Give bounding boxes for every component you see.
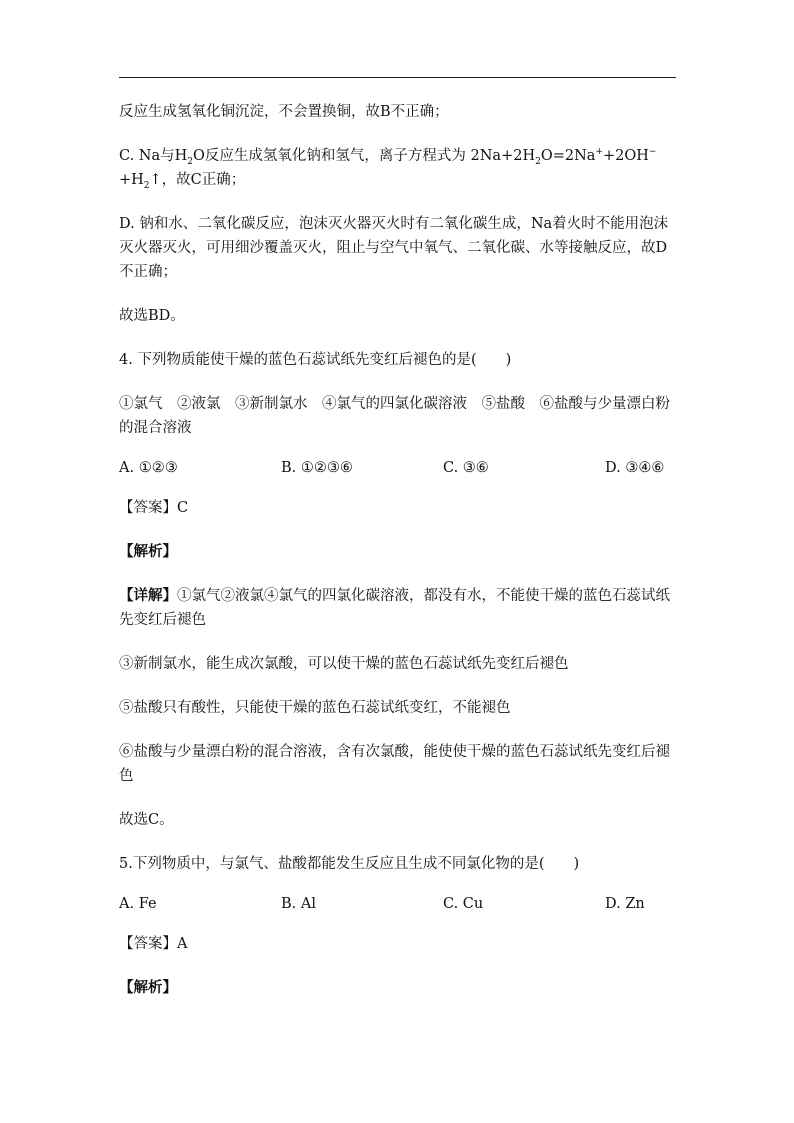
question-4-choice-c: C. ③⑥ (443, 460, 489, 476)
question-5-stem: 5.下列物质中，与氯气、盐酸都能发生反应且生成不同氯化物的是( ) (119, 856, 580, 872)
paragraph-option-d: D. 钠和水、二氧化碳反应，泡沫灭火器灭火时有二氧化碳生成，Na着火时不能用泡沫灭火器灭火，可用细沙覆盖灭火，阻止与空气中氧气、二氧化碳、水等接触反应，故D不正确； (119, 216, 669, 280)
question-5-choice-c: C. Cu (443, 896, 484, 912)
header-rule (119, 77, 676, 78)
question-4-answer: 【答案】C (119, 500, 189, 516)
question-4-choice-d: D. ③④⑥ (605, 460, 665, 476)
question-4-detail-line-4: ⑥盐酸与少量漂白粉的混合溶液，含有次氯酸，能使使干燥的蓝色石蕊试纸先变红后褪色 (119, 744, 670, 784)
paragraph-conclusion-bd: 故选BD。 (119, 308, 185, 324)
question-4-choice-a: A. ①②③ (119, 460, 178, 476)
question-4-items: ①氯气 ②液氯 ③新制氯水 ④氯气的四氯化碳溶液 ⑤盐酸 ⑥盐酸与少量漂白粉的混合溶液 (119, 396, 670, 436)
question-4-choice-b: B. ①②③⑥ (281, 460, 353, 476)
question-4-detail: 【详解】①氯气②液氯④氯气的四氯化碳溶液，都没有水，不能使干燥的蓝色石蕊试纸先变红后褪色 (119, 587, 670, 628)
paragraph-option-c: C. Na与$H_2O$反应生成氢氧化钠和氢气，离子方程式为 $2Na+2H_2O=2Na^++2OH^-+H_2↑$，故C正确； (119, 147, 657, 191)
question-5-analysis-label: 【解析】 (119, 979, 177, 996)
detail-label: 【详解】 (119, 587, 177, 604)
question-4-analysis-label: 【解析】 (119, 543, 177, 560)
question-5-choices (119, 896, 676, 912)
question-5-choice-d: D. Zn (605, 896, 645, 912)
question-5-choice-a: A. Fe (119, 896, 157, 912)
question-5-answer: 【答案】A (119, 936, 188, 952)
question-5-choice-b: B. Al (281, 896, 316, 912)
question-4-conclusion: 故选C。 (119, 812, 174, 828)
question-4-stem: 4. 下列物质能使干燥的蓝色石蕊试纸先变红后褪色的是( ) (119, 352, 512, 368)
question-4-detail-line-3: ⑤盐酸只有酸性，只能使干燥的蓝色石蕊试纸变红，不能褪色 (119, 700, 511, 716)
question-4-choices (119, 460, 676, 476)
question-4-detail-line-2: ③新制氯水，能生成次氯酸，可以使干燥的蓝色石蕊试纸先变红后褪色 (119, 656, 569, 672)
paragraph-b-conclusion: 反应生成氢氧化铜沉淀，不会置换铜，故B不正确； (119, 104, 449, 120)
page-content (119, 100, 676, 1000)
